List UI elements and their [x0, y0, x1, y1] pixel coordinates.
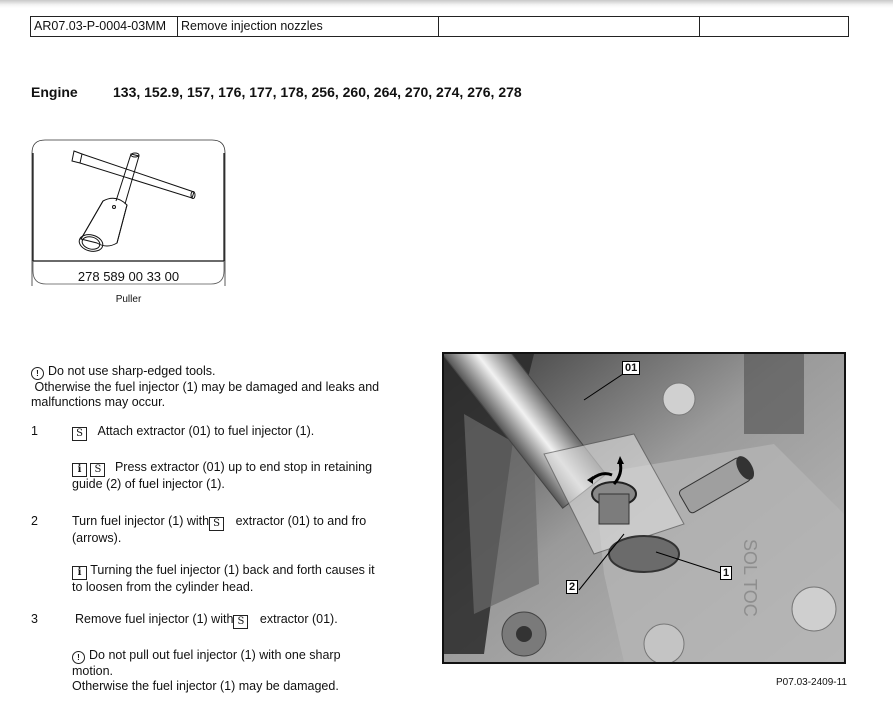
- engine-label: Engine: [31, 84, 78, 100]
- caution-icon: !: [72, 651, 85, 664]
- info-icon: i: [72, 463, 87, 477]
- step-1-number: 1: [31, 424, 38, 438]
- step-2-text: [72, 514, 402, 546]
- step-1-note-line1: Press extractor (01) up to end stop in retaining: [114, 460, 373, 474]
- step-3-caution-line2: motion.: [72, 664, 113, 678]
- step-2-note-line2: to loosen from the cylinder head.: [72, 580, 254, 594]
- step-1-text: Attach extractor (01) to fuel injector (1).: [97, 424, 315, 438]
- engine-cylinder-head-illustration: [444, 354, 844, 662]
- step-3-caution: [72, 648, 402, 693]
- callout-01: 01: [622, 361, 640, 375]
- engine-applicability: [31, 84, 522, 100]
- document-header-table: [30, 16, 849, 37]
- special-tool-icon: S: [90, 463, 105, 477]
- caution-intro-line3: malfunctions may occur.: [31, 394, 166, 409]
- callout-1: 1: [720, 566, 732, 580]
- svg-text:SOL TOC: SOL TOC: [740, 539, 760, 617]
- special-tool-icon: S: [233, 615, 248, 629]
- step-3-number: 3: [31, 612, 38, 626]
- engine-values: 133, 152.9, 157, 176, 177, 178, 256, 260, 264, 270, 274, 276, 278: [113, 84, 522, 100]
- step-3-text-before: Remove fuel injector (1) with: [75, 612, 234, 626]
- step-1-note: [72, 460, 402, 492]
- puller-tool-icon: [31, 139, 226, 286]
- step-3-text-after: extractor (01).: [259, 612, 338, 626]
- step-2-number: 2: [31, 514, 38, 528]
- step-1-text-row: [72, 424, 314, 441]
- callout-2: 2: [566, 580, 578, 594]
- step-2-note-line1: Turning the fuel injector (1) back and forth causes it: [90, 563, 375, 577]
- caution-icon: !: [31, 367, 44, 380]
- header-empty-cell-4: [700, 17, 848, 36]
- page-top-shadow: [0, 0, 893, 8]
- step-2-text-after: extractor (01) to and fro: [235, 514, 367, 528]
- step-3-caution-line1: Do not pull out fuel injector (1) with one sharp: [89, 648, 341, 662]
- caution-intro: [31, 364, 411, 409]
- step-2-text-line2: (arrows).: [72, 531, 122, 545]
- injector-removal-photo: [442, 352, 846, 664]
- step-2-text-before: Turn fuel injector (1) with: [72, 514, 210, 528]
- caution-intro-line1: Do not use sharp-edged tools.: [48, 364, 216, 378]
- document-id: AR07.03-P-0004-03MM: [31, 17, 178, 36]
- special-tool-icon: S: [209, 517, 224, 531]
- special-tool-card: [31, 139, 226, 286]
- special-tool-icon: S: [72, 427, 87, 441]
- step-3-caution-line3: Otherwise the fuel injector (1) may be damaged.: [72, 678, 339, 693]
- step-3-text: [75, 612, 405, 629]
- tool-name: Puller: [115, 294, 142, 305]
- step-1-note-line2: guide (2) of fuel injector (1).: [72, 477, 225, 491]
- document-title: Remove injection nozzles: [178, 17, 439, 36]
- tool-part-number: 278 589 00 33 00: [77, 269, 180, 284]
- info-icon: i: [72, 566, 87, 580]
- figure-reference: P07.03-2409-11: [776, 677, 847, 688]
- step-2-note: [72, 563, 402, 595]
- caution-intro-line2: Otherwise the fuel injector (1) may be damaged and leaks and: [31, 380, 380, 394]
- header-empty-cell-3: [439, 17, 700, 36]
